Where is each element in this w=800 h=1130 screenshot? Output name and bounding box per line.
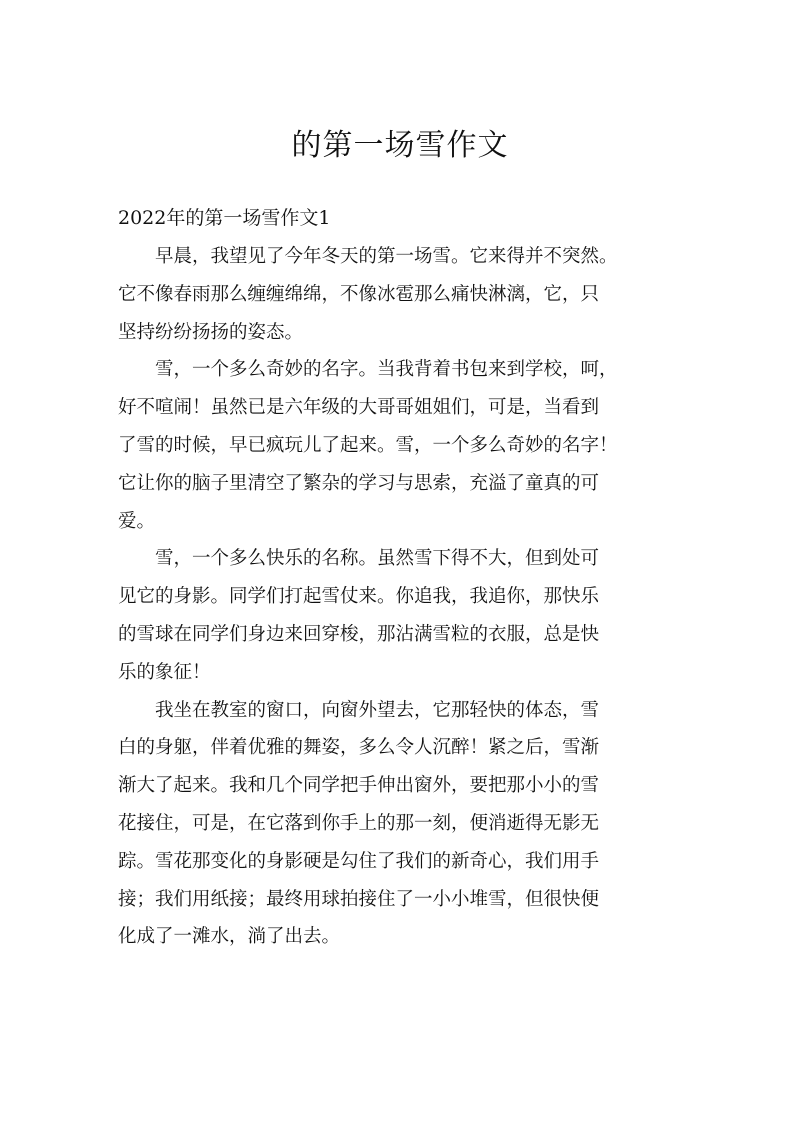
essay-body — [118, 238, 684, 956]
paragraph-line: 雪，一个多么奇妙的名字。当我背着书包来到学校，呵， — [155, 359, 618, 381]
paragraph-line: 的雪球在同学们身边来回穿梭，那沾满雪粒的衣服，总是快 — [118, 623, 600, 645]
paragraph-line: 早晨，我望见了今年冬天的第一场雪。它来得并不突然。 — [155, 246, 618, 267]
paragraph-2 — [118, 351, 684, 540]
paragraph-line: 我坐在教室的窗口，向窗外望去，它那轻快的体态，雪 — [155, 699, 600, 721]
paragraph-line: 坚持纷纷扬扬的姿态。 — [118, 321, 304, 343]
paragraph-line: 渐大了起来。我和几个同学把手伸出窗外，要把那小小的雪 — [118, 775, 600, 797]
document-title: 的第一场雪作文 — [291, 128, 509, 163]
paragraph-line: 踪。雪花那变化的身影硬是勾住了我们的新奇心，我们用手 — [118, 850, 600, 872]
paragraph-line: 了雪的时候，早已疯玩儿了起来。雪，一个多么奇妙的名字！ — [118, 434, 618, 456]
paragraph-line: 它不像春雨那么缠缠绵绵，不像冰雹那么痛快淋漓，它，只 — [118, 283, 600, 305]
paragraph-line: 见它的身影。同学们打起雪仗来。你追我，我追你，那快乐 — [118, 586, 600, 608]
paragraph-1 — [118, 238, 684, 351]
paragraph-line: 乐的象征！ — [118, 661, 211, 683]
paragraph-line: 雪，一个多么快乐的名称。虽然雪下得不大，但到处可 — [155, 548, 600, 570]
paragraph-line: 爱。 — [118, 510, 156, 532]
paragraph-line: 接；我们用纸接；最终用球拍接住了一小小堆雪，但很快便 — [118, 888, 600, 910]
paragraph-line: 花接住，可是，在它落到你手上的那一刻，便消逝得无影无 — [118, 812, 600, 834]
section-heading: 2022年的第一场雪作文1 — [118, 207, 331, 229]
paragraph-line: 它让你的脑子里清空了繁杂的学习与思索，充溢了童真的可 — [118, 472, 600, 494]
paragraph-3 — [118, 540, 684, 691]
paragraph-line: 化成了一滩水，淌了出去。 — [118, 926, 341, 948]
paragraph-line: 白的身躯，伴着优雅的舞姿，多么令人沉醉！紧之后，雪渐 — [118, 737, 600, 759]
paragraph-4 — [118, 692, 684, 957]
paragraph-line: 好不喧闹！虽然已是六年级的大哥哥姐姐们，可是，当看到 — [118, 397, 600, 419]
